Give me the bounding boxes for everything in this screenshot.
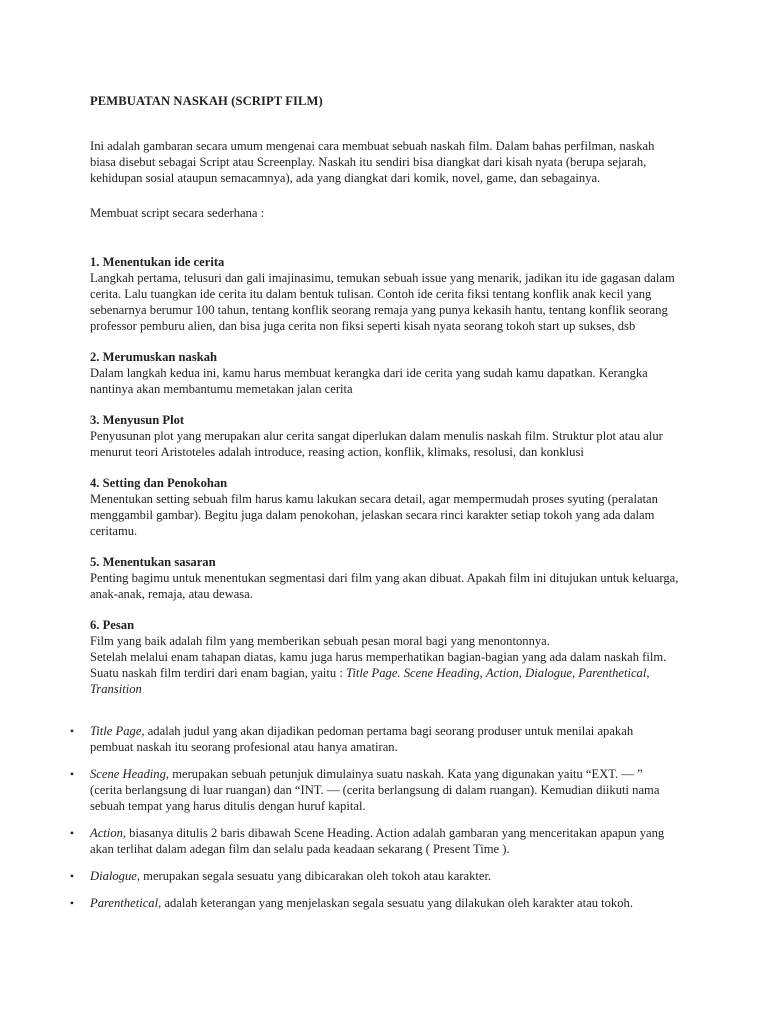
section-body-line2-text: Setelah melalui enam tahapan diatas, kamu juga harus memperhatikan bagian-bagian yang ada dalam naskah film. Suatu naskah film terdiri dari enam bagian, yaitu : [90, 650, 667, 680]
separator: , [646, 666, 650, 680]
bullet-icon: • [69, 869, 75, 883]
separator: , [518, 666, 526, 680]
section-body: Dalam langkah kedua ini, kamu harus membuat kerangka dari ide cerita yang sudah kamu dapatkan. Kerangka nantinya akan membantumu memetakan jalan cerita [90, 366, 648, 396]
section-body: Penting bagimu untuk menentukan segmentasi dari film yang akan dibuat. Apakah film ini ditujukan untuk keluarga, anak-anak, remaja, atau dewasa. [90, 571, 679, 601]
section-6 [90, 617, 680, 697]
bullet-text: , biasanya ditulis 2 baris dibawah Scene Heading. Action adalah gambaran yang menceritakan apapun yang akan terlihat dalam adegan film dan selalu pada keadaan sekarang ( Present Time ). [90, 826, 665, 856]
bullet-term: Parenthetical [90, 896, 159, 910]
section-body: Menentukan setting sebuah film harus kamu lakukan secara detail, agar mempermudah proses syuting (peralatan menggambil gambar). Begitu juga dalam penokohan, jelaskan secara rinci karakter setiap tokoh yang ada dalam ceritamu. [90, 492, 658, 538]
separator: , [479, 666, 486, 680]
section-body: Langkah pertama, telusuri dan gali imajinasimu, temukan sebuah issue yang menarik, jadikan itu ide gagasan dalam cerita. Lalu tuangkan ide cerita itu dalam bentuk tulisan. Contoh ide cerita fiksi tentang konflik anak kecil yang sebenarnya berumur 100 tahun, tentang konflik seorang remaja yang punya kekasih hantu, tentang konflik seorang professor pemburu alien, dan bisa juga cerita non fiksi seperti kisah nyata seorang tokoh start up sukses, dsb [90, 271, 675, 333]
bullet-item [66, 825, 670, 857]
section-1 [90, 254, 680, 334]
bullet-icon: • [69, 767, 75, 781]
section-heading: 5. Menentukan sasaran [90, 555, 216, 569]
script-parts-bullet-list [66, 723, 670, 911]
bullet-term: Title Page [90, 724, 142, 738]
section-3 [90, 412, 680, 460]
script-part-name: Transition [90, 682, 142, 696]
script-part-name: Parenthetical [578, 666, 647, 680]
document-title: PEMBUATAN NASKAH (SCRIPT FILM) [90, 94, 323, 108]
bullet-icon: • [69, 896, 75, 910]
section-body-line1: Film yang baik adalah film yang memberikan sebuah pesan moral bagi yang menontonnya. [90, 634, 550, 648]
intro-paragraph: Ini adalah gambaran secara umum mengenai cara membuat sebuah naskah film. Dalam bahas perfilman, naskah biasa disebut sebagai Script atau Screenplay. Naskah itu sendiri bisa diangkat dari kisah nyata (berupa sejarah, kehidupan sosial ataupun semacamnya), ada yang diangkat dari komik, novel, game, dan sebagainya. [90, 139, 655, 185]
lead-paragraph: Membuat script secara sederhana : [90, 206, 265, 220]
separator: , [571, 666, 579, 680]
section-4 [90, 475, 680, 539]
bullet-term: Dialogue [90, 869, 137, 883]
section-heading: 1. Menentukan ide cerita [90, 255, 225, 269]
bullet-icon: • [69, 724, 75, 738]
section-body: Penyusunan plot yang merupakan alur cerita sangat diperlukan dalam menulis naskah film. Struktur plot atau alur menurut teori Aristoteles adalah introduce, reasing action, konflik, klimaks, resolusi, dan konklusi [90, 429, 663, 459]
section-heading: 3. Menyusun Plot [90, 413, 185, 427]
bullet-item [66, 766, 670, 814]
script-part-name: Title Page. Scene Heading [346, 666, 480, 680]
bullet-text: , merupakan segala sesuatu yang dibicarakan oleh tokoh atau karakter. [136, 869, 492, 883]
bullet-text: , merupakan sebuah petunjuk dimulainya suatu naskah. Kata yang digunakan yaitu “EXT. — ” (cerita berlangsung di luar ruangan) dan “INT. — (cerita berlangsung di dalam ruangan). Kemudian diikuti nama sebuah tempat yang harus ditulis dengan huruf kapital. [90, 767, 660, 813]
section-5 [90, 554, 680, 602]
bullet-item [66, 868, 670, 884]
bullet-icon: • [69, 826, 75, 840]
section-body-line2 [90, 649, 680, 697]
section-2 [90, 349, 680, 397]
bullet-term: Action [90, 826, 123, 840]
bullet-text: , adalah keterangan yang menjelaskan segala sesuatu yang dilakukan oleh karakter atau tokoh. [158, 896, 633, 910]
document-body [69, 93, 680, 922]
section-heading: 4. Setting dan Penokohan [90, 476, 228, 490]
script-part-name: Action [485, 666, 519, 680]
section-heading: 6. Pesan [90, 618, 135, 632]
bullet-term: Scene Heading [90, 767, 166, 781]
section-heading: 2. Merumuskan naskah [90, 350, 218, 364]
script-part-name: Dialogue [525, 666, 572, 680]
bullet-item [66, 895, 670, 911]
bullet-text: , adalah judul yang akan dijadikan pedoman pertama bagi seorang produser untuk menilai apakah pembuat naskah itu seorang profesional atau hanya amatiran. [90, 724, 634, 754]
bullet-item [66, 723, 670, 755]
